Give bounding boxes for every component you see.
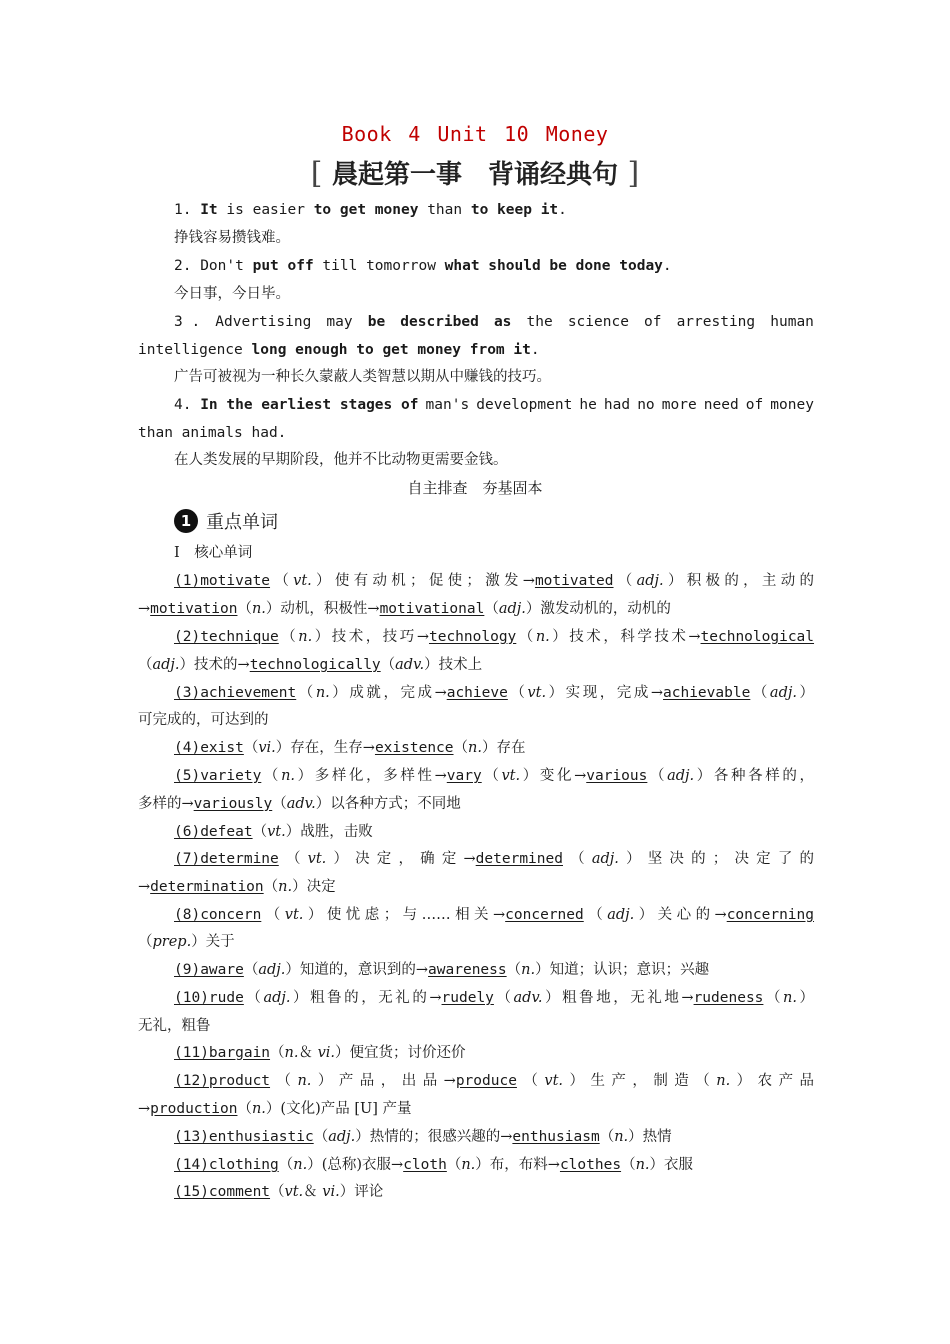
badge-heading [174, 508, 278, 534]
vocab-item-1-cont: →motivation（n.）动机，积极性→motivational（adj.）激发动机的，动机的 [138, 601, 671, 617]
sentence-3-line-2: intelligence long enough to get money from it. [138, 342, 540, 358]
sentence-4-translation: 在人类发展的早期阶段，他并不比动物更需要金钱。 [174, 452, 508, 468]
badge-label: 重点单词 [206, 512, 278, 533]
vocab-item-10: (10)rude（adj.）粗鲁的，无礼的→rudely（adv.）粗鲁地，无礼地→rudeness（n.） [174, 990, 815, 1006]
vocab-item-8: (8)concern（vt.）使忧虑；与……相关→concerned（adj.）关心的→concerning [174, 907, 815, 923]
vocab-item-3: (3)achievement（n.）成就，完成→achieve（vt.）实现，完成→achievable（adj.） [174, 685, 815, 701]
vocab-item-4: (4)exist（vi.）存在，生存→existence（n.）存在 [174, 740, 526, 756]
sentence-4-line-1: 4. In the earliest stages of man's development he had no more need of money [174, 397, 814, 413]
sentence-3-line-1: 3 . Advertising may be described as the science of arresting human [174, 314, 814, 330]
vocab-item-5-cont: 多样的→variously（adv.）以各种方式；不同地 [138, 796, 461, 812]
vocab-item-1: (1)motivate（vt.）使有动机；促使；激发→motivated（adj.）积极的，主动的 [174, 573, 815, 589]
vocab-item-7: (7)determine（vt.）决定，确定→determined（adj.）坚决的；决定了的 [174, 851, 815, 867]
sentence-1-translation: 挣钱容易攒钱难。 [174, 230, 290, 246]
sentence-3-translation: 广告可被视为一种长久蒙蔽人类智慧以期从中赚钱的技巧。 [174, 369, 551, 385]
vocab-item-2: (2)technique（n.）技术，技巧→technology（n.）技术，科学技术→technological [174, 629, 815, 645]
vocab-item-13: (13)enthusiastic（adj.）热情的；很感兴趣的→enthusiasm（n.）热情 [174, 1129, 672, 1145]
vocab-item-12-cont: →production（n.）(文化)产品 [U] 产量 [138, 1101, 412, 1117]
sentence-1: 1. It is easier to get money than to keep it. [174, 202, 567, 218]
number-badge: 1 [174, 509, 198, 533]
vocab-item-6: (6)defeat（vt.）战胜，击败 [174, 824, 373, 840]
subtitle-text: 晨起第一事 背诵经典句 [331, 160, 618, 190]
page-title: Book 4 Unit 10 Money [341, 122, 609, 146]
vocab-item-2-cont: （adj.）技术的→technologically（adv.）技术上 [138, 657, 483, 673]
vocab-item-15: (15)comment（vt.＆ vi.）评论 [174, 1184, 384, 1200]
sub-heading: Ⅰ 核心单词 [174, 545, 253, 561]
vocab-item-12: (12)product（n.）产品，出品→produce（vt.）生产，制造（n.）农产品 [174, 1073, 815, 1089]
sentence-2-translation: 今日事，今日毕。 [174, 286, 290, 302]
page-subtitle: [ 晨起第一事 背诵经典句 ] [310, 156, 640, 191]
vocab-item-9: (9)aware（adj.）知道的，意识到的→awareness（n.）知道；认识；意识；兴趣 [174, 962, 710, 978]
vocab-item-7-cont: →determination（n.）决定 [138, 879, 336, 895]
vocab-item-3-cont: 可完成的，可达到的 [138, 712, 269, 728]
vocab-item-10-cont: 无礼，粗鲁 [138, 1018, 211, 1034]
vocab-item-5: (5)variety（n.）多样化，多样性→vary（vt.）变化→various（adj.）各种各样的， [174, 768, 815, 784]
sentence-2: 2. Don't put off till tomorrow what should be done today. [174, 258, 672, 274]
vocab-item-8-cont: （prep.）关于 [138, 934, 235, 950]
vocab-item-14: (14)clothing（n.）(总称)衣服→cloth（n.）布，布料→clothes（n.）衣服 [174, 1157, 694, 1173]
vocab-item-11: (11)bargain（n.＆ vi.）便宜货；讨价还价 [174, 1045, 466, 1061]
sentence-4-line-2: than animals had. [138, 425, 287, 441]
section-heading: 自主排查 夯基固本 [407, 479, 543, 497]
